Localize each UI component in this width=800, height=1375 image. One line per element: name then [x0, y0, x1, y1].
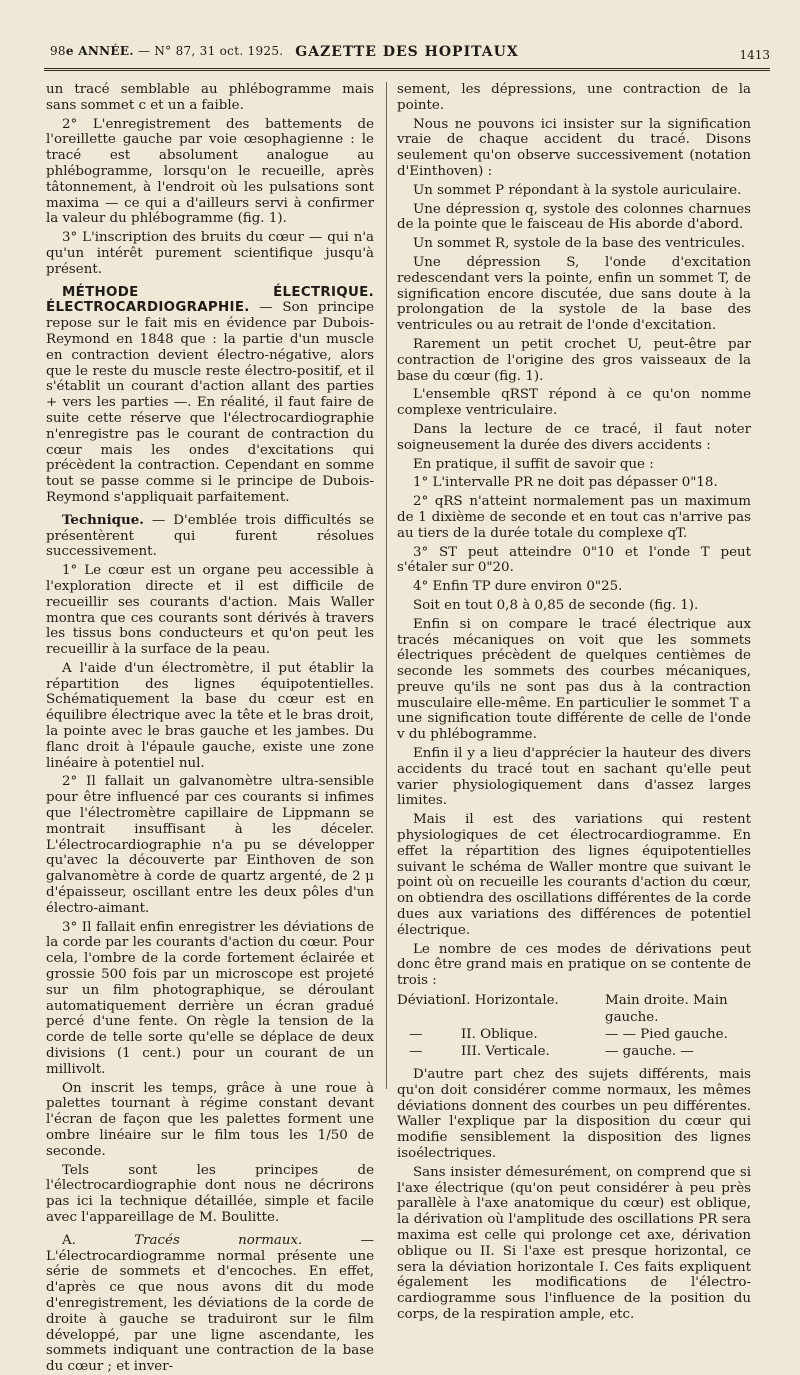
paragraph: 1° Le cœur est un organe peu accessible à l'exploration directe et il est difficile de recueillir ses courants d'action. Mais Waller montra que ces courants sont dérivés à travers les tissus bons conducteurs et qu'on peut les recueillir à la surface de la peau.	[46, 563, 374, 658]
section-technique	[46, 513, 374, 560]
issue-year: 98	[50, 44, 66, 58]
derivation-name: II. Oblique.	[461, 1027, 538, 1043]
paragraph: un tracé semblable au phlébogramme mais sans sommet c et un a faible.	[46, 82, 374, 113]
section-traces-normaux	[46, 1233, 374, 1375]
section-title: Tracés normaux.	[134, 1232, 303, 1248]
paragraph: D'autre part chez des sujets différents, mais qu'on doit considérer comme normaux, les mêmes déviations donnent des courbes un peu différentes. Waller l'explique par la disposition du cœur qui modifie sensiblement la disposition des lignes isoélectriques.	[397, 1067, 751, 1162]
paragraph: Sans insister démesurément, on comprend que si l'axe électrique (qu'on peut considérer à peu près parallèle à l'axe anatomique du cœur) est oblique, la dérivation où l'amplitude des oscillations PR sera maxima est celle qui prolonge cet axe, dérivation oblique ou II. Si l'axe est presque horizontal, ce sera la déviation horizontale I. Ces faits expliquent également les modifications de l'électro-cardiogramme sous l'influence de la position du corps, de la respiration ample, etc.	[397, 1164, 751, 1322]
paragraph: 3° L'inscription des bruits du cœur — qui n'a qu'un intérêt purement scientifique jusqu'à présent.	[46, 230, 374, 277]
paragraph: Le nombre de ces modes de dérivations peut donc être grand mais en pratique on se contente de trois :	[397, 941, 751, 989]
paragraph: En pratique, il suffit de savoir que :	[413, 456, 654, 472]
paragraph: 1° L'intervalle PR ne doit pas dépasser 0"18.	[413, 475, 718, 491]
paragraph: Mais il est des variations qui restent physiologiques de cet électrocardiogramme. En effet la répartition des lignes équipotentielles suivant le schéma de Waller montre que suivant le point où on recueille les courants d'action du cœur, on obtiendra des oscillations différentes de la corde dues aux variations des différences de potentiel électrique.	[397, 812, 751, 938]
derivation-electrodes: — gauche. —	[605, 1044, 694, 1060]
paragraph: 2° Il fallait un galvanomètre ultra-sensible pour être influencé par ces courants si infimes que l'électromètre capillaire de Lippmann se montrait insuffisant à les déceler. L'électrocardiographie n'a pu se développer qu'avec la découverte par Einthoven de son galvanomètre à corde de quartz argenté, de 2 μ d'épaisseur, oscillant entre les deux pôles d'un électro-aimant.	[46, 774, 374, 916]
paragraph: Rarement un petit crochet U, peut-être par contraction de l'origine des gros vaisseaux de la base du cœur (fig. 1).	[397, 336, 751, 384]
subsection-title: Technique.	[62, 511, 144, 528]
page-header	[44, 40, 770, 71]
left-column	[46, 82, 375, 1375]
derivation-label: —	[409, 1027, 423, 1043]
paragraph: Dans la lecture de ce tracé, il faut noter soigneusement la durée des divers accidents :	[397, 421, 751, 453]
paragraph: 3° Il fallait enfin enregistrer les déviations de la corde par les courants d'action du cœur. Pour cela, l'ombre de la corde fortement éclairée et grossie 500 fois par un microscope est projeté sur un film photographique, se déroulant automatiquement derrière un écran gradué percé d'une fente. On règle la tension de la corde de telle sorte qu'elle se déplace de deux divisions (1 cent.) pour un courant de un millivolt.	[46, 919, 374, 1077]
subsection-body: — D'emblée trois difficultés se présentèrent qui furent résolues successivement.	[46, 512, 374, 560]
issue-number: — N° 87, 31 oct. 1925.	[137, 44, 284, 58]
right-column	[386, 82, 751, 1322]
paragraph: Une dépression S, l'onde d'excitation redescendant vers la pointe, enfin un sommet T, de signification encore discutée, due sans doute à la prolongation de la systole de la base des ventricules ou au retrait de l'onde d'excitation.	[397, 254, 751, 334]
derivation-table	[397, 992, 751, 1060]
derivation-row	[397, 1026, 751, 1043]
paragraph: On inscrit les temps, grâce à une roue à palettes tournant à régime constant devant l'écran de façon que les palettes forment une ombre linéaire sur le film tous les 1/50 de seconde.	[46, 1080, 374, 1159]
paragraph: Une dépression q, systole des colonnes charnues de la pointe que le faisceau de His aborde d'abord.	[397, 201, 751, 233]
paragraph: Nous ne pouvons ici insister sur la signification vraie de chaque accident du tracé. Disons seulement qu'on observe successivement (notation d'Einthoven) :	[397, 116, 751, 179]
section-body: — L'électrocardiogramme normal présente une série de sommets et d'encoches. En effet, d'après ce que nous avons dit du mode d'enregistrement, les déviations de la corde de droite à gauche se traduiront sur le film développé, par une ligne ascendante, les sommets indiquant une contraction de la base du cœur ; et inver-	[46, 1232, 375, 1375]
section-methode	[46, 285, 374, 506]
paragraph: 3° ST peut atteindre 0"10 et l'onde T peut s'étaler sur 0"20.	[397, 544, 751, 576]
section-letter: A.	[62, 1232, 135, 1248]
paragraph: 4° Enfin TP dure environ 0"25.	[413, 579, 623, 595]
paragraph: Un sommet R, systole de la base des ventricules.	[413, 236, 746, 252]
paragraph: Un sommet P répondant à la systole auriculaire.	[413, 182, 742, 198]
paragraph: A l'aide d'un électromètre, il put établir la répartition des lignes équipotentielles. Schématiquement la base du cœur est en équilibre électrique avec la tête et le bras droit, la pointe avec le bras gauche et les jambes. Du flanc droit à l'épaule gauche, existe une zone linéaire à potentiel nul.	[46, 660, 374, 771]
section-title: MÉTHODE ÉLECTRIQUE. ÉLECTROCARDIOGRAPHIE.	[46, 284, 374, 316]
paragraph: sement, les dépressions, une contraction de la pointe.	[397, 82, 751, 113]
issue-label: e ANNÉE.	[65, 44, 134, 58]
derivation-electrodes: — — Pied gauche.	[605, 1027, 728, 1043]
paragraph: L'ensemble qRST répond à ce qu'on nomme complexe ventriculaire.	[397, 387, 751, 419]
derivation-label: —	[409, 1044, 423, 1060]
paragraph: Enfin si on compare le tracé électrique aux tracés mécaniques on voit que les sommets électriques précèdent de quelques centièmes de seconde les sommets des courbes mécaniques, preuve qu'ils ne sont pas dus à la contraction musculaire elle-même. En particulier le sommet T a une signification toute différente de celle de l'onde v du phlébogramme.	[397, 616, 751, 743]
journal-title: GAZETTE DES HOPITAUX	[295, 44, 519, 60]
derivation-name: I. Horizontale.	[461, 993, 559, 1009]
derivation-row	[397, 1043, 751, 1060]
page-number: 1413	[739, 48, 770, 62]
paragraph: Soit en tout 0,8 à 0,85 de seconde (fig. 1).	[413, 597, 699, 613]
paragraph: Enfin il y a lieu d'apprécier la hauteur des divers accidents du tracé tout en sachant qu'elle peut varier physiologiquement dans d'assez larges limites.	[397, 746, 751, 809]
derivation-row	[397, 992, 751, 1026]
paragraph: 2° L'enregistrement des battements de l'oreillette gauche par voie œsophagienne : le tracé est absolument analogue au phlébogramme, lorsqu'on le recueille, après tâtonnement, à l'endroit où les pulsations sont maxima — ce qui a d'ailleurs servi à confirmer la valeur du phlébogramme (fig. 1).	[46, 116, 374, 227]
derivation-label: Déviation	[397, 993, 462, 1009]
derivation-electrodes: Main droite. Main gauche.	[605, 993, 728, 1026]
paragraph: Tels sont les principes de l'électrocardiographie dont nous ne décrirons pas ici la technique détaillée, simple et facile avec l'appareillage de M. Boulitte.	[46, 1162, 374, 1225]
section-body: — Son principe repose sur le fait mis en évidence par Dubois-Reymond en 1848 que : la partie d'un muscle en contraction devient électro-négative, alors que le reste du muscle reste électro-positif, et il s'établit un courant d'action allant des parties + vers les parties —. En réalité, il faut faire de suite cette réserve que l'électrocardiographie n'enregistre pas le courant de contraction du cœur mais les ondes d'excitations qui précèdent la contraction. Cependant en somme tout se passe comme si le principe de Dubois-Reymond s'appliquait parfaitement.	[46, 300, 374, 505]
paragraph: 2° qRS n'atteint normalement pas un maximum de 1 dixième de seconde et en tout cas n'arrive pas au tiers de la durée totale du complexe qT.	[397, 494, 751, 541]
derivation-name: III. Verticale.	[461, 1044, 550, 1060]
